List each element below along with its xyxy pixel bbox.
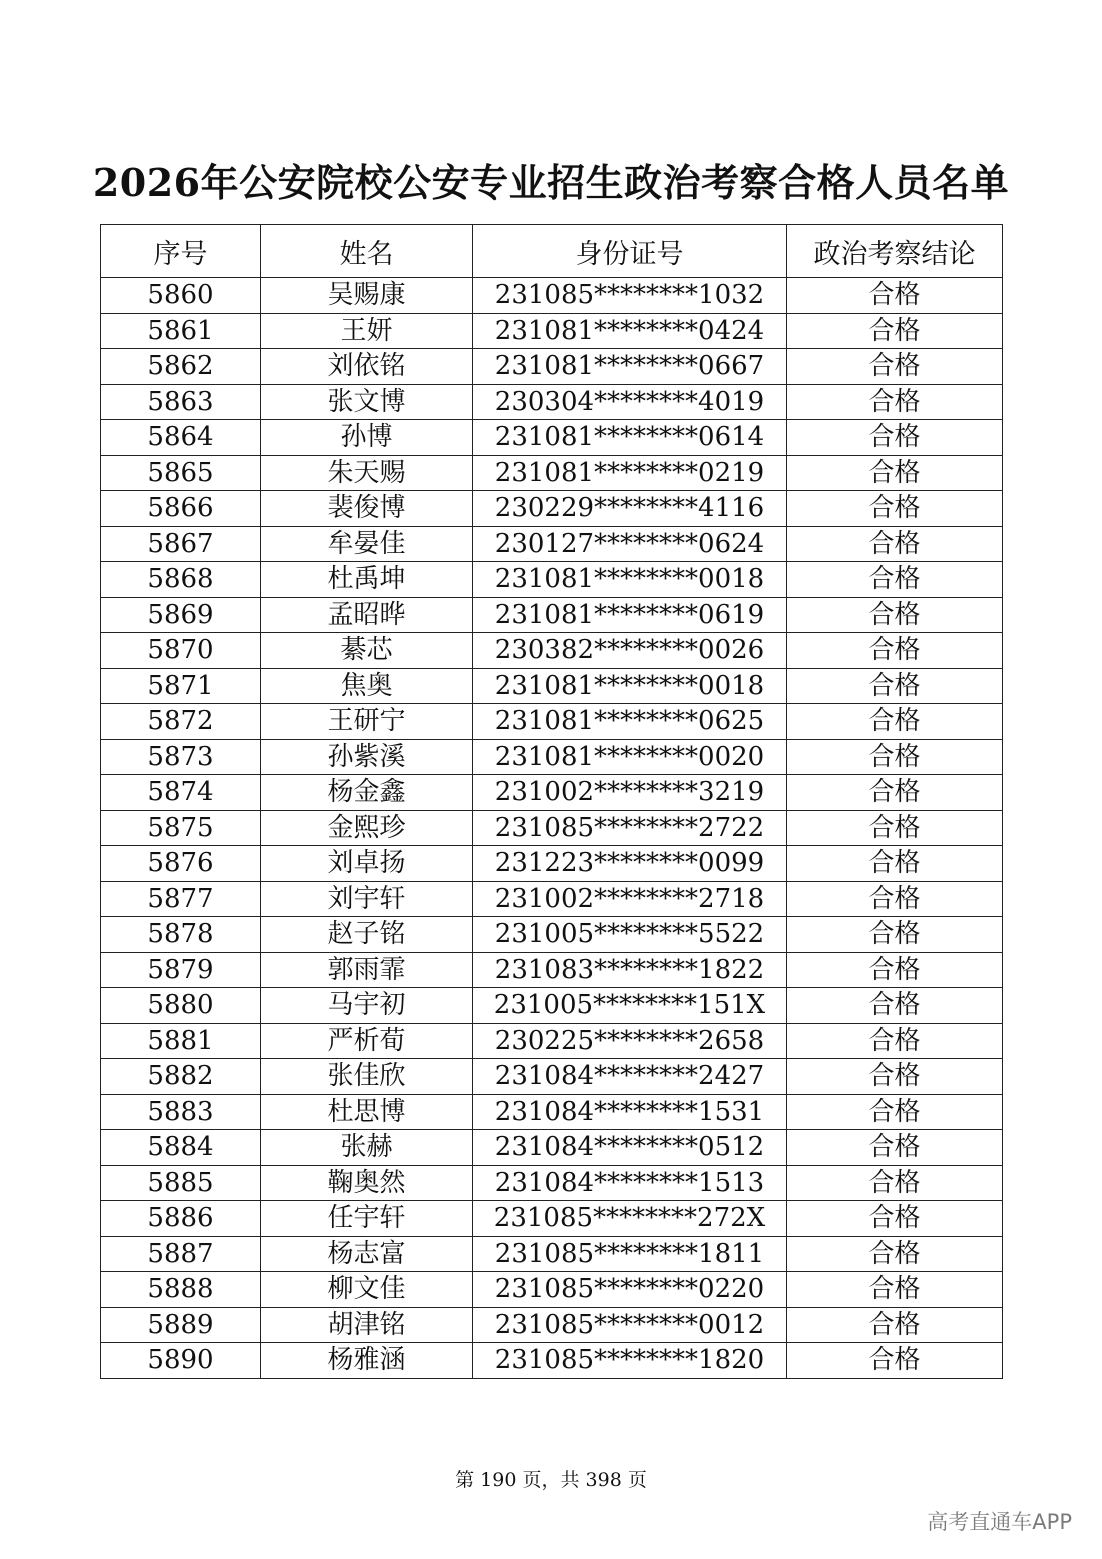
cell-name: 杜禹坤 [261,562,473,598]
cell-name: 张赫 [261,1130,473,1166]
cell-id-number: 231085********0220 [473,1272,787,1308]
cell-name: 杨雅涵 [261,1343,473,1379]
cell-seq: 5887 [101,1236,261,1272]
cell-name: 孙博 [261,420,473,456]
cell-name: 胡津铭 [261,1307,473,1343]
cell-conclusion: 合格 [787,775,1003,811]
cell-id-number: 231085********1811 [473,1236,787,1272]
cell-seq: 5885 [101,1165,261,1201]
cell-name: 张文博 [261,384,473,420]
cell-id-number: 231081********0219 [473,455,787,491]
cell-name: 任宇轩 [261,1201,473,1237]
cell-seq: 5866 [101,491,261,527]
cell-conclusion: 合格 [787,313,1003,349]
cell-name: 焦奥 [261,668,473,704]
cell-conclusion: 合格 [787,633,1003,669]
cell-name: 王研宁 [261,704,473,740]
table-row [101,1165,1003,1201]
cell-seq: 5878 [101,917,261,953]
cell-id-number: 231081********0020 [473,739,787,775]
cell-conclusion: 合格 [787,917,1003,953]
cell-id-number: 231085********272X [473,1201,787,1237]
cell-id-number: 231081********0619 [473,597,787,633]
table-row [101,668,1003,704]
cell-conclusion: 合格 [787,846,1003,882]
cell-seq: 5868 [101,562,261,598]
table-row [101,562,1003,598]
cell-id-number: 230304********4019 [473,384,787,420]
cell-conclusion: 合格 [787,562,1003,598]
cell-id-number: 231081********0625 [473,704,787,740]
cell-name: 孙紫溪 [261,739,473,775]
cell-conclusion: 合格 [787,1343,1003,1379]
table-row [101,952,1003,988]
cell-seq: 5867 [101,526,261,562]
cell-name: 刘依铭 [261,349,473,385]
table-row [101,739,1003,775]
page-footer: 第 190 页，共 398 页 [455,1469,647,1491]
cell-conclusion: 合格 [787,597,1003,633]
cell-conclusion: 合格 [787,1165,1003,1201]
cell-id-number: 231081********0614 [473,420,787,456]
table-row [101,704,1003,740]
cell-seq: 5860 [101,278,261,314]
cell-name: 杨志富 [261,1236,473,1272]
cell-conclusion: 合格 [787,349,1003,385]
cell-seq: 5879 [101,952,261,988]
cell-conclusion: 合格 [787,491,1003,527]
cell-seq: 5882 [101,1059,261,1095]
cell-id-number: 231223********0099 [473,846,787,882]
table-row [101,1059,1003,1095]
table-row [101,278,1003,314]
cell-id-number: 231085********1820 [473,1343,787,1379]
table-header-row [101,225,1003,278]
table-row [101,881,1003,917]
table-row [101,1307,1003,1343]
cell-id-number: 231002********2718 [473,881,787,917]
cell-conclusion: 合格 [787,1094,1003,1130]
table-row [101,810,1003,846]
cell-name: 金熙珍 [261,810,473,846]
cell-name: 柳文佳 [261,1272,473,1308]
cell-id-number: 231085********0012 [473,1307,787,1343]
table-row [101,1201,1003,1237]
cell-id-number: 230229********4116 [473,491,787,527]
cell-seq: 5881 [101,1023,261,1059]
cell-conclusion: 合格 [787,278,1003,314]
table-row [101,384,1003,420]
cell-name: 王妍 [261,313,473,349]
table-row [101,313,1003,349]
cell-seq: 5884 [101,1130,261,1166]
cell-seq: 5872 [101,704,261,740]
cell-conclusion: 合格 [787,881,1003,917]
cell-conclusion: 合格 [787,810,1003,846]
cell-seq: 5889 [101,1307,261,1343]
table-row [101,349,1003,385]
cell-id-number: 231005********5522 [473,917,787,953]
cell-conclusion: 合格 [787,1201,1003,1237]
cell-name: 杨金鑫 [261,775,473,811]
cell-conclusion: 合格 [787,704,1003,740]
cell-id-number: 231081********0018 [473,668,787,704]
cell-seq: 5873 [101,739,261,775]
table-row [101,491,1003,527]
table-body [101,278,1003,1379]
cell-id-number: 231083********1822 [473,952,787,988]
cell-id-number: 231085********2722 [473,810,787,846]
cell-name: 马宇初 [261,988,473,1024]
cell-name: 吴赐康 [261,278,473,314]
cell-seq: 5862 [101,349,261,385]
cell-seq: 5865 [101,455,261,491]
cell-id-number: 231084********2427 [473,1059,787,1095]
cell-seq: 5870 [101,633,261,669]
cell-seq: 5886 [101,1201,261,1237]
cell-seq: 5871 [101,668,261,704]
cell-name: 郭雨霏 [261,952,473,988]
cell-id-number: 231005********151X [473,988,787,1024]
table-row [101,1236,1003,1272]
table-row [101,988,1003,1024]
cell-id-number: 231002********3219 [473,775,787,811]
watermark: 高考直通车APP [927,1510,1072,1534]
cell-name: 朱天赐 [261,455,473,491]
cell-name: 牟晏佳 [261,526,473,562]
cell-conclusion: 合格 [787,988,1003,1024]
table-row [101,1094,1003,1130]
cell-name: 綦芯 [261,633,473,669]
qualified-personnel-table [100,224,1003,1379]
table-row [101,1272,1003,1308]
cell-id-number: 230127********0624 [473,526,787,562]
table-row [101,455,1003,491]
cell-name: 裴俊博 [261,491,473,527]
table-row [101,597,1003,633]
cell-seq: 5869 [101,597,261,633]
cell-name: 刘卓扬 [261,846,473,882]
cell-id-number: 231081********0018 [473,562,787,598]
cell-conclusion: 合格 [787,1130,1003,1166]
cell-name: 鞠奥然 [261,1165,473,1201]
cell-seq: 5877 [101,881,261,917]
cell-name: 杜思博 [261,1094,473,1130]
cell-conclusion: 合格 [787,1236,1003,1272]
cell-seq: 5874 [101,775,261,811]
cell-seq: 5861 [101,313,261,349]
table-row [101,1343,1003,1379]
table-row [101,1023,1003,1059]
cell-conclusion: 合格 [787,1059,1003,1095]
cell-conclusion: 合格 [787,526,1003,562]
cell-seq: 5880 [101,988,261,1024]
cell-seq: 5883 [101,1094,261,1130]
table-row [101,526,1003,562]
cell-conclusion: 合格 [787,952,1003,988]
cell-conclusion: 合格 [787,384,1003,420]
cell-name: 赵子铭 [261,917,473,953]
table-row [101,633,1003,669]
header-id-number: 身份证号 [473,225,787,278]
cell-id-number: 231085********1032 [473,278,787,314]
table-row [101,917,1003,953]
cell-id-number: 230225********2658 [473,1023,787,1059]
cell-conclusion: 合格 [787,420,1003,456]
cell-conclusion: 合格 [787,739,1003,775]
cell-seq: 5863 [101,384,261,420]
cell-id-number: 231084********1513 [473,1165,787,1201]
cell-conclusion: 合格 [787,1272,1003,1308]
cell-seq: 5888 [101,1272,261,1308]
cell-id-number: 231081********0424 [473,313,787,349]
table-row [101,1130,1003,1166]
cell-id-number: 231084********1531 [473,1094,787,1130]
cell-id-number: 230382********0026 [473,633,787,669]
cell-conclusion: 合格 [787,1023,1003,1059]
header-conclusion: 政治考察结论 [787,225,1003,278]
cell-name: 孟昭晔 [261,597,473,633]
cell-name: 严析荀 [261,1023,473,1059]
cell-seq: 5875 [101,810,261,846]
table-row [101,775,1003,811]
cell-id-number: 231081********0667 [473,349,787,385]
cell-id-number: 231084********0512 [473,1130,787,1166]
cell-seq: 5876 [101,846,261,882]
table-row [101,846,1003,882]
header-name: 姓名 [261,225,473,278]
cell-conclusion: 合格 [787,1307,1003,1343]
cell-conclusion: 合格 [787,455,1003,491]
table-row [101,420,1003,456]
cell-name: 刘宇轩 [261,881,473,917]
page-title: 2026年公安院校公安专业招生政治考察合格人员名单 [92,160,1010,205]
cell-name: 张佳欣 [261,1059,473,1095]
cell-seq: 5864 [101,420,261,456]
header-seq: 序号 [101,225,261,278]
cell-seq: 5890 [101,1343,261,1379]
cell-conclusion: 合格 [787,668,1003,704]
